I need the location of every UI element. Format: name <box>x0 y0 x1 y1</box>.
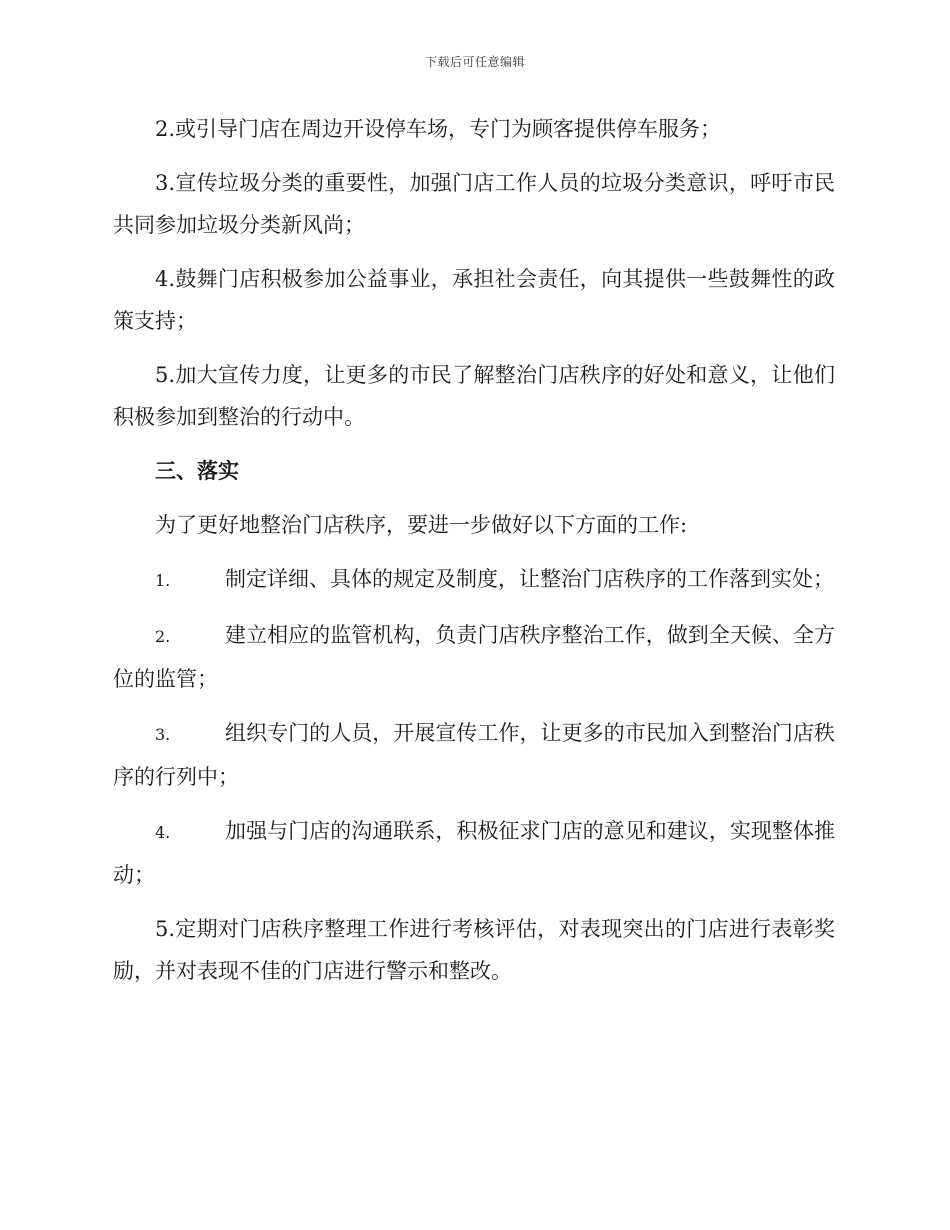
list-item-number: 1. <box>155 571 171 590</box>
page-header-note: 下载后可任意编辑 <box>424 55 525 69</box>
paragraph-5: 5.加大宣传力度，让更多的市民了解整治门店秩序的好处和意义，让他们积极参加到整治的行动中。 <box>113 363 835 429</box>
list-item <box>113 614 835 700</box>
list-item-text: 建立相应的监管机构，负责门店秩序整治工作，做到全天候、全方位的监管； <box>113 623 835 691</box>
list-item-text: 制定详细、具体的规定及制度，让整治门店秩序的工作落到实处； <box>225 567 834 591</box>
section-title: 三、落实 <box>155 458 239 483</box>
list-item-number: 2. <box>155 627 171 646</box>
paragraph-2: 2.或引导门店在周边开设停车场，专门为顾客提供停车服务； <box>155 117 722 141</box>
list-item-number: 3. <box>155 725 171 744</box>
list-item-text: 组织专门的人员，开展宣传工作，让更多的市民加入到整治门店秩序的行列中； <box>113 721 835 789</box>
paragraph-4: 4.鼓舞门店积极参加公益事业，承担社会责任，向其提供一些鼓舞性的政策支持； <box>113 267 835 333</box>
section-intro: 为了更好地整治门店秩序，要进一步做好以下方面的工作: <box>155 513 688 537</box>
list-item <box>113 712 835 798</box>
list-item-text: 加强与门店的沟通联系，积极征求门店的意见和建议，实现整体推动； <box>113 819 835 887</box>
paragraph-3: 3.宣传垃圾分类的重要性，加强门店工作人员的垃圾分类意识，呼吁市民共同参加垃圾分类新风尚； <box>113 171 835 237</box>
list-item <box>113 810 835 896</box>
paragraph-final: 5.定期对门店秩序整理工作进行考核评估，对表现突出的门店进行表彰奖励，并对表现不佳的门店进行警示和整改。 <box>113 917 835 983</box>
list-item <box>113 558 835 602</box>
document-body <box>113 108 835 1004</box>
list-item-number: 4. <box>155 823 171 842</box>
